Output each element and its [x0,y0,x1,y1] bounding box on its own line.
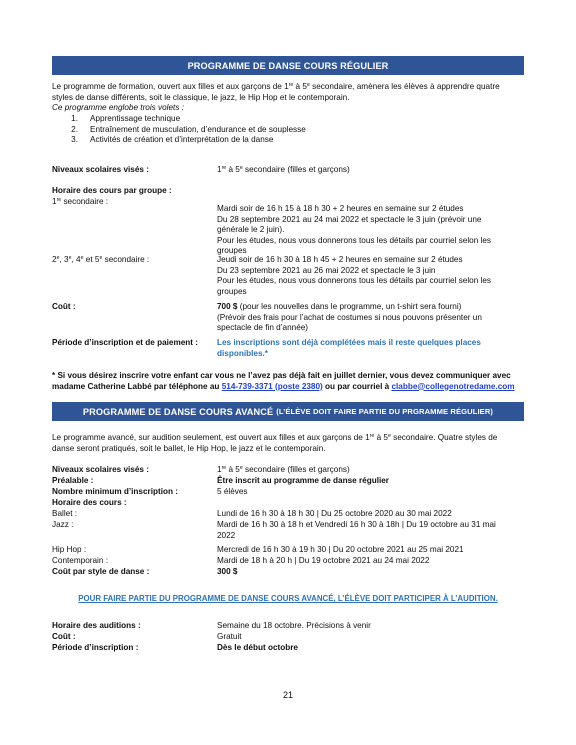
list-item: 1. Apprentissage technique [71,114,181,123]
inscription-note: * Si vous désirez inscrire votre enfant car vous ne l’avez pas déjà fait en juillet dernier, vous devez communiquer avec madame Catherine Labbé par téléphone au 514-739-3371 (poste 2380) ou par courriel à clabbe@collegenotredame.com [52,371,515,391]
section-advanced-intro: Le programme avancé, sur audition seulement, est ouvert aux filles et aux garçons de 1re à 5e secondaire. Quatre styles de danse seront pratiqués, soit le ballet, le Hip Hop, le jazz et le contemporain. [52,433,498,453]
page-number: 21 [282,690,293,700]
section-advanced-title: PROGRAMME DE DANSE COURS AVANCÉ [82,406,274,417]
audition-notice: POUR FAIRE PARTIE DU PROGRAMME DE DANSE COURS AVANCÉ, L’ÉLÈVE DOIT PARTICIPER À L’AUDITION. [78,594,498,603]
section-advanced-subtitle: (L’ÉLÈVE DOIT FAIRE PARTIE DU PRGRAMME RÉGULIER) [276,407,494,416]
email-link[interactable]: clabbe@collegenotredame.com [391,381,515,391]
document-page: PROGRAMME DE DANSE COURS RÉGULIER Le programme de formation, ouvert aux filles et aux garçons de 1re à 5e secondaire, amènera les élèves à apprendre quatre styles de danse différents, soit le classique, le jazz, le Hip Hop et le contemporain. Ce programme englobe trois volets : 1. Apprentissage technique 2. Entraînement de musculation, d’endurance et de souplesse 3. Activités de création et d’interprétation de la danse Niveaux scolaires visés : 1re à 5e secondaire (filles et garçons) Horaire des cours par groupe : 1re secondaire : Mardi soir de 16 h 15 à 18 h 30 + 2 heures en semaine sur 2 études Du 28 septembre 2021 au 24 mai 2022 et spectacle le 3 juin (prévoir une générale le 2 juin). Pour les études, nous vous donnerons tous les détails par courriel selon les groupes 2e, 3e, 4e et 5e secondaire : Jeudi soir de 16 h 30 à 18 h 45 + 2 heures en semaine sur 2 études Du 23 septembre 2021 au 26 mai 2022 et spectacle le 3 juin Pour les études, nous vous donnerons tous les détails par courriel selon les groupes Coût : 700 $ (pour les nouvelles dans le programme, un t-shirt sera fourni) (Prévoir des frais pour l’achat de costumes si nous pouvons présenter un spectacle de fin d’année) Période d’inscription et de paiement : Les inscriptions sont déjà complétées mais il reste quelques places disponibles.* * Si vous désirez inscrire votre enfant car vous ne l’avez pas déjà fait en juillet dernier, vous devez communiquer avec madame Catherine Labbé par téléphone au 514-739-3371 (poste 2380) ou par courriel à clabbe@collegenotredame.com PROGRAMME DE DANSE COURS AVANCÉ (L’ÉLÈVE DOIT FAIRE PARTIE DU PRGRAMME RÉGULIER) Le programme avancé, sur audition seulement, est ouvert aux filles et aux garçons de 1re à 5e secondaire. Quatre styles de danse seront pratiqués, soit le ballet, le Hip Hop, le jazz et le contemporain. Niveaux scolaires visés : 1re à 5e secondaire (filles et garçons) Préalable : Être inscrit au programme de danse régulier Nombre minimum d’inscription : 5 élèves Horaire des cours : Ballet : Lundi de 16 h 30 à 18 h 30 | Du 25 octobre 2020 au 30 mai 2022 Jazz : Mardi de 16 h 30 à 18 h et Vendredi 16 h 30 à 18h | Du 19 octobre au 31 mai 2022 Hip Hop : Mercredi de 16 h 30 à 19 h 30 | Du 20 octobre 2021 au 25 mai 2021 Contemporain : Mardi de 18 h à 20 h | Du 19 octobre 2021 au 24 mai 2022 Coût par style de danse : 300 $ POUR FAIRE PARTIE DU PROGRAMME DE DANSE COURS AVANCÉ, L’ÉLÈVE DOIT PARTICIPER À L’AUDITION. Horaire des auditions : Semaine du 18 octobre. Précisions à venir Coût : Gratuit Période d’inscription : Dès le début octobre 21 [0,0,576,745]
section-regular-banner [52,56,524,75]
phone-link[interactable]: 514-739-3371 (poste 2380) [221,381,323,391]
section-advanced-banner [52,402,524,421]
list-item: 2. Entraînement de musculation, d’endurance et de souplesse [71,124,306,134]
section-regular-intro: Le programme de formation, ouvert aux filles et aux garçons de 1re à 5e secondaire, amènera les élèves à apprendre quatre styles de danse différents, soit le classique, le jazz, le Hip Hop et le contemporain. Ce programme englobe trois volets : [52,82,500,113]
section-regular-title: PROGRAMME DE DANSE COURS RÉGULIER [187,60,389,71]
volets-list [52,114,306,146]
volets-label: Ce programme englobe trois volets : [52,103,184,113]
list-item: 3. Activités de création et d’interprétation de la danse [71,135,274,145]
